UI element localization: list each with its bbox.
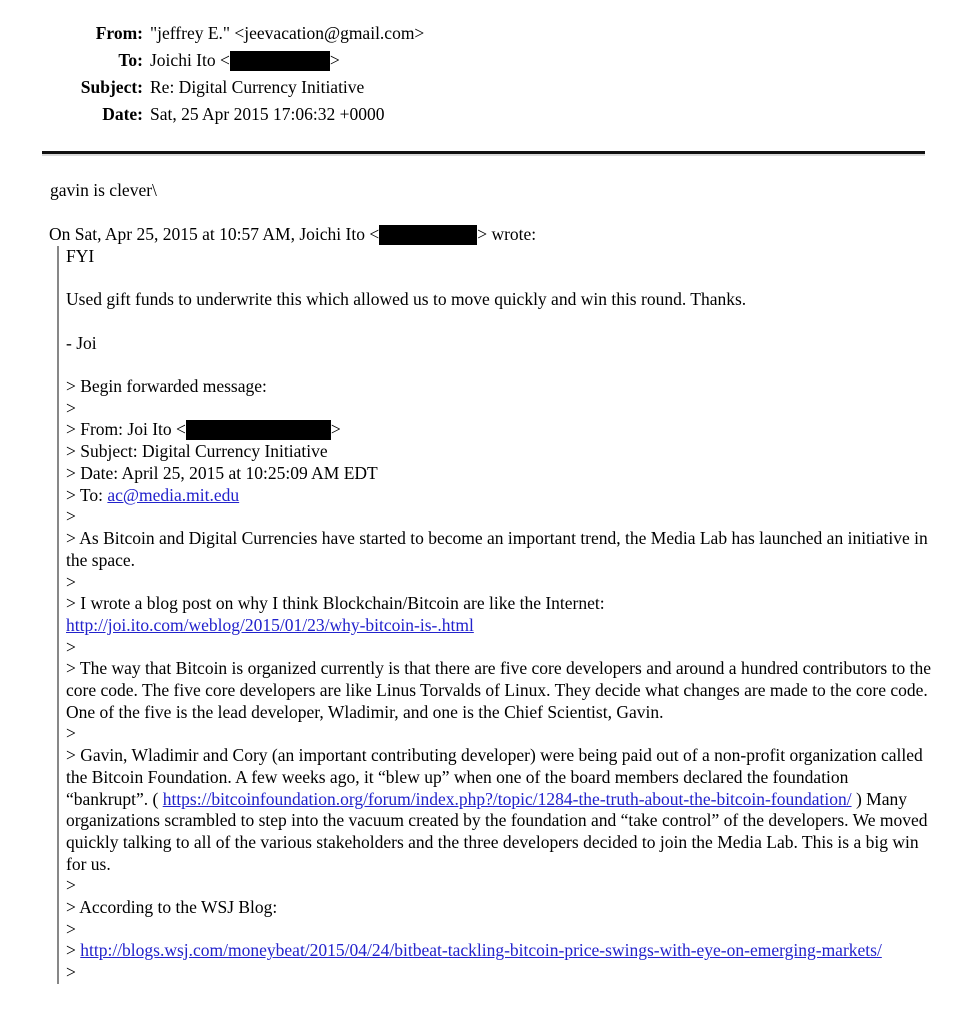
- redaction-box: [230, 51, 330, 71]
- text-run: "jeffrey E." <jeevacation@gmail.com>: [150, 23, 425, 43]
- quote-line: [66, 311, 934, 333]
- header-field-label: Date:: [102, 104, 143, 124]
- text-run: >: [66, 397, 76, 418]
- text-run: > wrote:: [477, 223, 537, 244]
- text-run: ) Many organizations scrambled to step into the vacuum created by the foundation and “take control” of the developers. We moved quickly talking to all of the various stakeholders and the three developers decided to join the Media Lab. This is a big win for us.: [66, 788, 928, 874]
- quote-line: [66, 289, 934, 311]
- quote-line: [66, 919, 934, 941]
- quote-line: [66, 615, 934, 637]
- quote-line: [66, 485, 934, 507]
- redaction-box: [186, 420, 331, 440]
- hyperlink[interactable]: https://bitcoinfoundation.org/forum/index.php?/topic/1284-the-truth-about-the-bitcoin-foundation/: [162, 788, 852, 809]
- header-field-row: [44, 47, 424, 74]
- attribution-line: [49, 224, 973, 246]
- quote-line: [66, 593, 934, 615]
- text-run: > As Bitcoin and Digital Currencies have started to become an important trend, the Media Lab has launched an initiative in the space.: [66, 528, 928, 570]
- quoted-message: [57, 246, 934, 984]
- text-run: > Date: April 25, 2015 at 10:25:09 AM EDT: [66, 463, 378, 483]
- header-field-row: [44, 101, 424, 128]
- text-run: >: [66, 636, 76, 657]
- opening-line: gavin is clever\: [50, 180, 157, 200]
- header-field-row: [44, 20, 424, 47]
- hyperlink[interactable]: http://blogs.wsj.com/moneybeat/2015/04/24/bitbeat-tackling-bitcoin-price-swings-with-eye-on-emerging-markets/: [80, 940, 882, 961]
- text-run: > According to the WSJ Blog:: [66, 897, 278, 918]
- quote-line: [66, 441, 934, 463]
- quote-line: [66, 333, 934, 355]
- text-run: > Subject: Digital Currency Initiative: [66, 441, 328, 462]
- quote-line: [66, 962, 934, 984]
- text-run: >: [66, 723, 76, 744]
- redaction-box: [379, 225, 477, 245]
- header-field-value: [150, 20, 424, 47]
- text-run: >: [66, 506, 76, 527]
- quote-line: [66, 506, 934, 528]
- header-field-row: [44, 74, 424, 101]
- text-run: Re: Digital Currency Initiative: [150, 77, 365, 97]
- header-divider: [42, 151, 925, 156]
- quote-line: [66, 897, 934, 919]
- quote-line: [66, 419, 934, 441]
- header-field-value: [150, 101, 424, 128]
- text-run: >: [66, 571, 76, 592]
- text-run: >: [66, 918, 76, 939]
- quote-line: [66, 940, 934, 962]
- hyperlink[interactable]: http://joi.ito.com/weblog/2015/01/23/why-bitcoin-is-.html: [66, 614, 474, 635]
- text-run: > Begin forwarded message:: [66, 375, 267, 396]
- header-field-label: From:: [95, 23, 143, 43]
- header-field-value: [150, 74, 424, 101]
- text-run: > Gavin, Wladimir and Cory (an important contributing developer) were being paid out of a non-profit organization called the Bitcoin Foundation. A few weeks ago, it “blew up” when one of the board members declared the foundation “bankrupt”. (: [66, 745, 923, 809]
- text-run: On Sat, Apr 25, 2015 at 10:57 AM, Joichi Ito <: [49, 223, 380, 244]
- email-header-rows: [44, 20, 424, 128]
- hyperlink[interactable]: ac@media.mit.edu: [107, 484, 240, 505]
- text-run: >: [329, 50, 340, 70]
- quote-line: [66, 723, 934, 745]
- text-run: > From: Joi Ito <: [66, 419, 186, 440]
- quote-line: [66, 246, 934, 268]
- quote-line: [66, 745, 934, 875]
- email-header: [44, 20, 424, 128]
- text-run: > The way that Bitcoin is organized currently is that there are five core developers and around a hundred contributors to the core code. The five core developers are like Linus Torvalds of Linux. They decide what changes are made to the core code. One of the five is the lead developer, Wladimir, and one is the Chief Scientist, Gavin.: [66, 658, 931, 722]
- quote-line: [66, 572, 934, 594]
- header-field-label: To:: [118, 50, 143, 70]
- header-field-value: [150, 47, 424, 74]
- text-run: FYI: [66, 245, 95, 266]
- quote-line: [66, 376, 934, 398]
- text-run: > I wrote a blog post on why I think Blockchain/Bitcoin are like the Internet:: [66, 593, 605, 614]
- text-run: Used gift funds to underwrite this which allowed us to move quickly and win this round. Thanks.: [66, 289, 747, 310]
- text-run: >: [330, 419, 341, 440]
- text-run: >: [66, 940, 81, 961]
- quote-line: [66, 528, 934, 571]
- quote-line: [66, 637, 934, 659]
- quote-line: [66, 267, 934, 289]
- text-run: - Joi: [66, 332, 97, 353]
- quote-line: [66, 463, 934, 485]
- text-run: >: [66, 962, 76, 983]
- text-run: Joichi Ito <: [150, 50, 230, 70]
- quote-line: [66, 354, 934, 376]
- text-run: Sat, 25 Apr 2015 17:06:32 +0000: [150, 104, 385, 124]
- text-run: > To:: [66, 484, 108, 505]
- quote-line: [66, 398, 934, 420]
- quote-line: [66, 658, 934, 723]
- text-run: >: [66, 875, 76, 896]
- header-field-label: Subject:: [80, 77, 143, 97]
- quote-line: [66, 875, 934, 897]
